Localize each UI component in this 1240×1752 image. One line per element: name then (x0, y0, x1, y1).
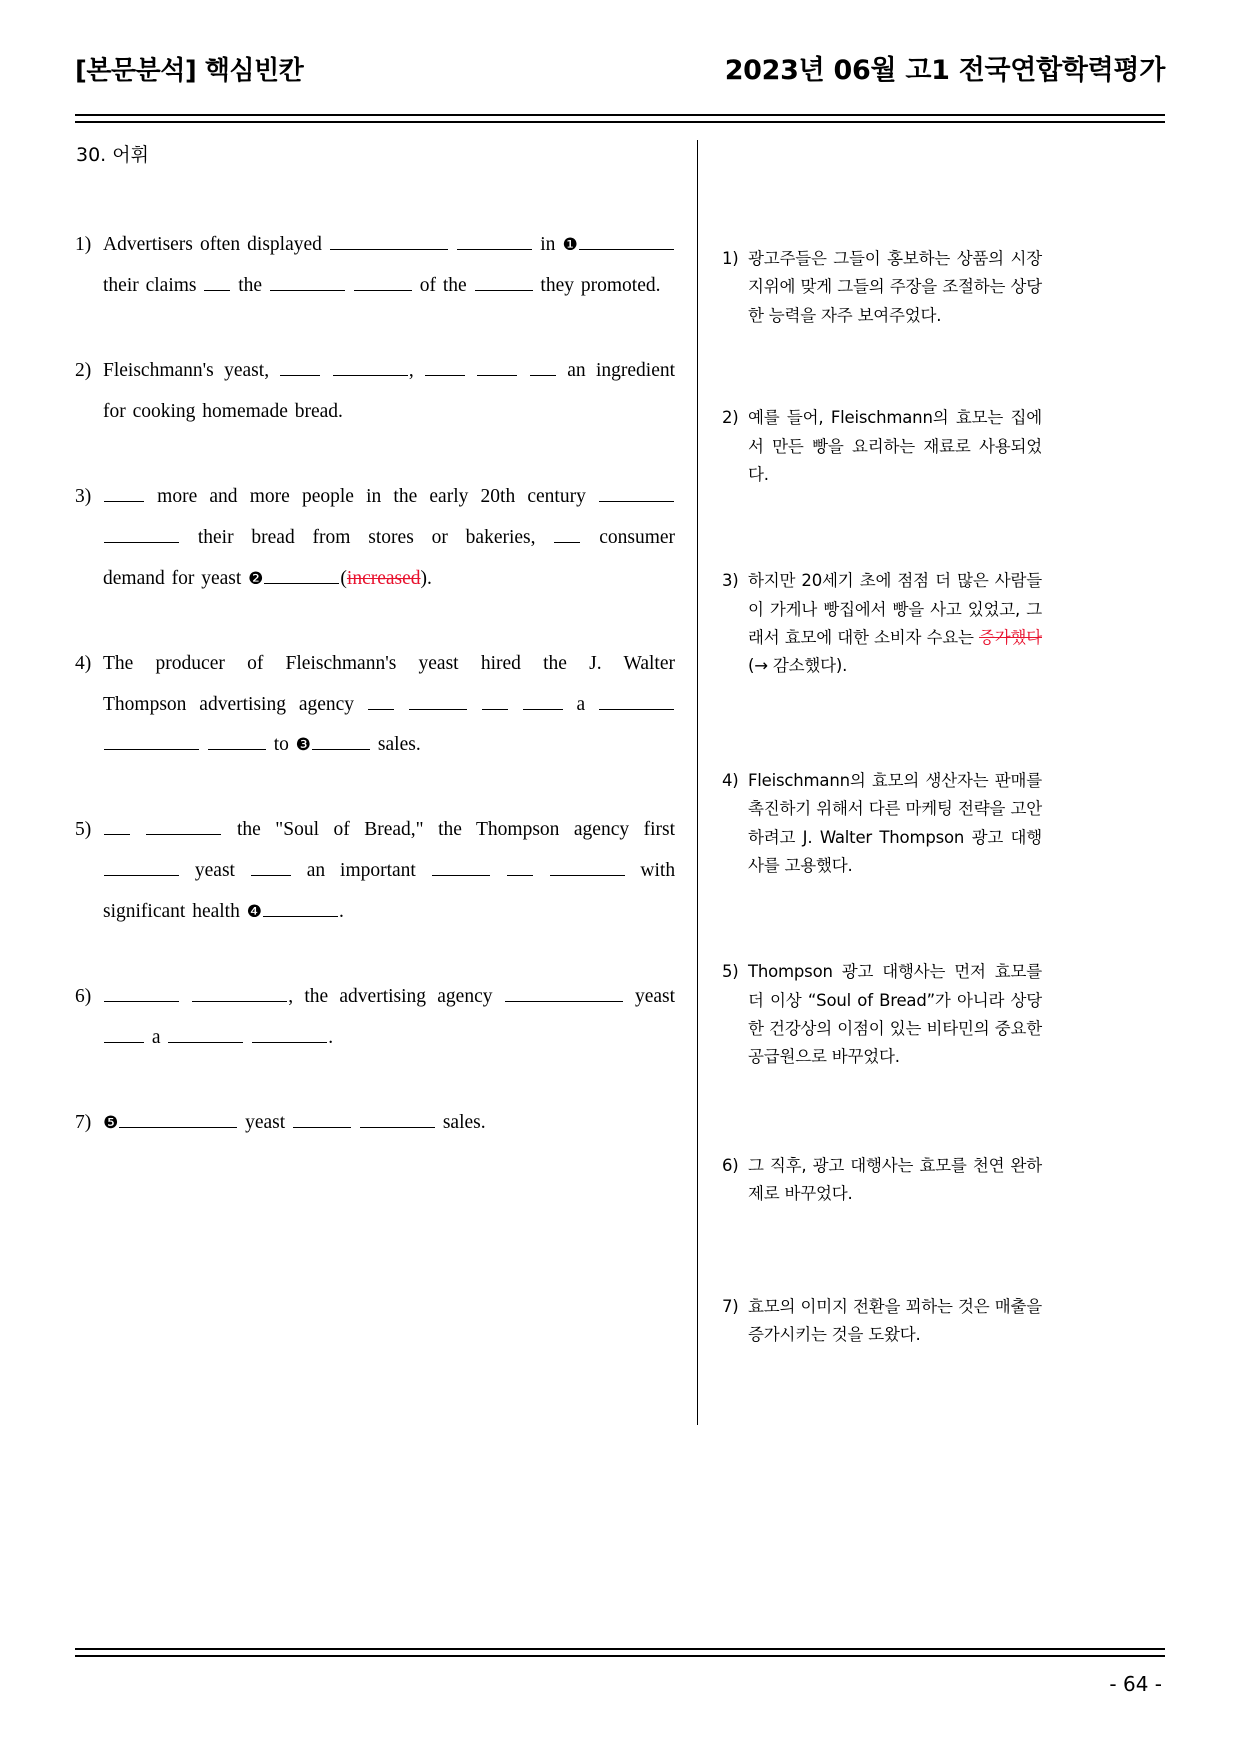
item-number: 6) (75, 986, 92, 1008)
item-text: Fleischmann의 효모의 생산자는 판매를 촉진하기 위해서 다른 마케팅 전략을 고안하려고 J. Walter Thompson 광고 대행사를 고용했다. (748, 770, 1042, 875)
text-fragment: more and more people in the early 20th century (157, 485, 586, 507)
blank (280, 360, 320, 376)
blank (550, 860, 625, 876)
item-number: 3) (722, 571, 739, 591)
item-line (103, 725, 675, 766)
column-divider-rule (697, 140, 698, 1425)
blank (293, 1112, 351, 1128)
text-fragment: Fleischmann's yeast, (103, 359, 270, 381)
text-fragment: with (640, 860, 676, 882)
item-text: 광고주들은 그들이 홍보하는 상품의 시장 지위에 맞게 그들의 주장을 조절하는 상당한 능력을 자주 보여주었다. (748, 249, 1042, 325)
text-fragment: they promoted. (540, 274, 661, 296)
text-fragment: their claims (103, 274, 197, 296)
blank (192, 986, 287, 1002)
blank (270, 275, 345, 291)
blank (104, 734, 199, 750)
text-fragment: in (540, 234, 556, 255)
item-number: 2) (722, 408, 739, 428)
item-number: 5) (722, 962, 739, 982)
text-fragment: the "Soul of Bread," the Thompson agency first (236, 819, 676, 841)
blank (333, 360, 408, 376)
blank (251, 860, 291, 876)
korean-item-5 (722, 958, 1042, 1072)
english-item-6 (75, 977, 675, 1059)
blank (457, 234, 532, 250)
blank (554, 527, 580, 543)
footer-divider-rule (75, 1648, 1165, 1657)
item-number: 1) (722, 249, 739, 268)
blank (104, 860, 179, 876)
text-fragment: sales. (377, 734, 421, 756)
item-text (103, 1103, 675, 1144)
english-item-3 (75, 477, 675, 600)
english-item-2 (75, 351, 675, 433)
text-fragment: ). (420, 567, 432, 589)
item-text (103, 477, 675, 600)
text-fragment: 하지만 20세기 초에 점점 더 많은 사람들이 가게나 빵집에서 빵을 사고 있었고, 그래서 효모에 대한 소비자 수요는 (748, 571, 1042, 647)
blank (252, 1027, 327, 1043)
blank (368, 694, 394, 710)
text-fragment: a (576, 693, 586, 715)
item-text (103, 810, 675, 933)
item-number: 7) (722, 1296, 739, 1316)
english-item-4 (75, 644, 675, 767)
item-text (748, 567, 1042, 681)
blank (354, 275, 412, 291)
item-line (103, 977, 675, 1018)
circled-number-marker: ❷ (248, 568, 264, 589)
blank (505, 986, 623, 1002)
item-line (103, 851, 675, 892)
text-fragment: significant health (103, 901, 240, 923)
blank (104, 486, 144, 502)
blank (104, 1027, 144, 1043)
text-fragment: for cooking homemade bread. (103, 400, 343, 422)
blank (409, 694, 467, 710)
item-line (103, 225, 675, 266)
blank (482, 694, 508, 710)
item-text (103, 351, 675, 433)
item-text (103, 977, 675, 1059)
blank (208, 734, 266, 750)
text-fragment: . (328, 1027, 334, 1049)
blank (599, 486, 674, 502)
korean-item-4 (722, 767, 1042, 881)
blank (168, 1027, 243, 1043)
item-line (103, 1018, 675, 1059)
item-line (103, 392, 675, 433)
struck-annotation: increased (346, 567, 421, 589)
item-text (103, 644, 675, 767)
item-number: 1) (75, 234, 92, 255)
page-header (75, 48, 1165, 87)
korean-item-7 (722, 1293, 1042, 1350)
text-fragment: The producer of Fleischmann's yeast hired the J. Walter (103, 652, 675, 674)
item-number: 4) (722, 770, 739, 790)
text-fragment: yeast (245, 1112, 286, 1134)
text-fragment: , (408, 359, 414, 381)
text-fragment: (→ 감소했다). (748, 656, 848, 676)
text-fragment: yeast (634, 986, 676, 1008)
item-text: 예를 들어, Fleischmann의 효모는 집에서 만든 빵을 요리하는 재료로 사용되었다. (748, 408, 1042, 484)
text-fragment: , the advertising agency (288, 986, 493, 1008)
circled-number-marker: ❸ (295, 735, 312, 756)
item-line (103, 1103, 675, 1144)
text-fragment: ( (340, 567, 347, 589)
blank (523, 694, 563, 710)
item-text (103, 225, 675, 307)
text-fragment: an important (306, 860, 416, 882)
text-fragment: . (338, 901, 344, 923)
korean-item-3 (722, 567, 1042, 681)
blank (475, 275, 533, 291)
item-line (103, 518, 675, 559)
header-divider-rule (75, 114, 1165, 123)
blank (312, 734, 370, 750)
struck-annotation: 증가했다 (979, 628, 1042, 647)
text-fragment: yeast (194, 860, 235, 882)
text-fragment: a (151, 1027, 161, 1049)
item-text: Thompson 광고 대행사는 먼저 효모를 더 이상 “Soul of Bread”가 아니라 상당한 건강상의 이점이 있는 비타민의 중요한 공급원으로 바꾸었다. (748, 962, 1042, 1067)
blank (330, 234, 448, 250)
text-fragment: Advertisers often displayed (103, 234, 322, 255)
item-number: 4) (75, 652, 92, 674)
text-fragment: the (238, 274, 263, 296)
header-title-left: [본문분석] 핵심빈칸 (75, 56, 304, 86)
circled-number-marker: ❶ (562, 235, 579, 255)
korean-column (722, 245, 1042, 1349)
item-line (103, 892, 675, 933)
item-line (103, 266, 675, 307)
text-fragment: an ingredient (567, 359, 676, 381)
text-fragment: Thompson advertising agency (103, 693, 355, 715)
item-line (103, 644, 675, 685)
blank (104, 986, 179, 1002)
blank (119, 1112, 237, 1128)
text-fragment: demand for yeast (103, 567, 242, 589)
blank (507, 860, 533, 876)
blank (104, 819, 130, 835)
blank (599, 694, 674, 710)
blank (360, 1112, 435, 1128)
blank (425, 360, 465, 376)
item-line (103, 477, 675, 518)
circled-number-marker: ❺ (103, 1113, 119, 1134)
item-line (103, 810, 675, 851)
english-item-1 (75, 225, 675, 307)
item-text: 효모의 이미지 전환을 꾀하는 것은 매출을 증가시키는 것을 도왔다. (748, 1296, 1042, 1344)
blank (264, 568, 339, 584)
item-text: 그 직후, 광고 대행사는 효모를 천연 완하제로 바꾸었다. (748, 1155, 1042, 1204)
korean-item-2 (722, 404, 1042, 489)
english-item-5 (75, 810, 675, 933)
text-fragment: their bread from stores or bakeries, (197, 526, 536, 548)
text-fragment: of the (419, 274, 467, 296)
korean-item-1 (722, 245, 1042, 330)
blank (579, 234, 674, 250)
page-number: - 64 - (1109, 1672, 1162, 1696)
blank (104, 527, 179, 543)
item-number: 5) (75, 819, 92, 841)
item-line (103, 351, 675, 392)
blank (530, 360, 556, 376)
blank (477, 360, 517, 376)
item-line (103, 559, 675, 600)
item-line (103, 685, 675, 726)
item-number: 2) (75, 359, 92, 381)
item-number: 6) (722, 1155, 739, 1175)
text-fragment: to (273, 734, 289, 756)
text-fragment: consumer (599, 526, 676, 548)
item-number: 3) (75, 485, 92, 507)
english-item-7 (75, 1103, 675, 1144)
korean-item-6 (722, 1152, 1042, 1209)
question-label: 30. 어휘 (76, 144, 149, 166)
circled-number-marker: ❹ (246, 902, 262, 923)
header-title-right: 2023년 06월 고1 전국연합학력평가 (724, 55, 1165, 86)
blank (146, 819, 221, 835)
blank (204, 275, 230, 291)
blank (263, 901, 338, 917)
text-fragment: sales. (442, 1112, 486, 1134)
english-column (75, 140, 675, 1188)
blank (432, 860, 490, 876)
item-number: 7) (75, 1112, 92, 1134)
